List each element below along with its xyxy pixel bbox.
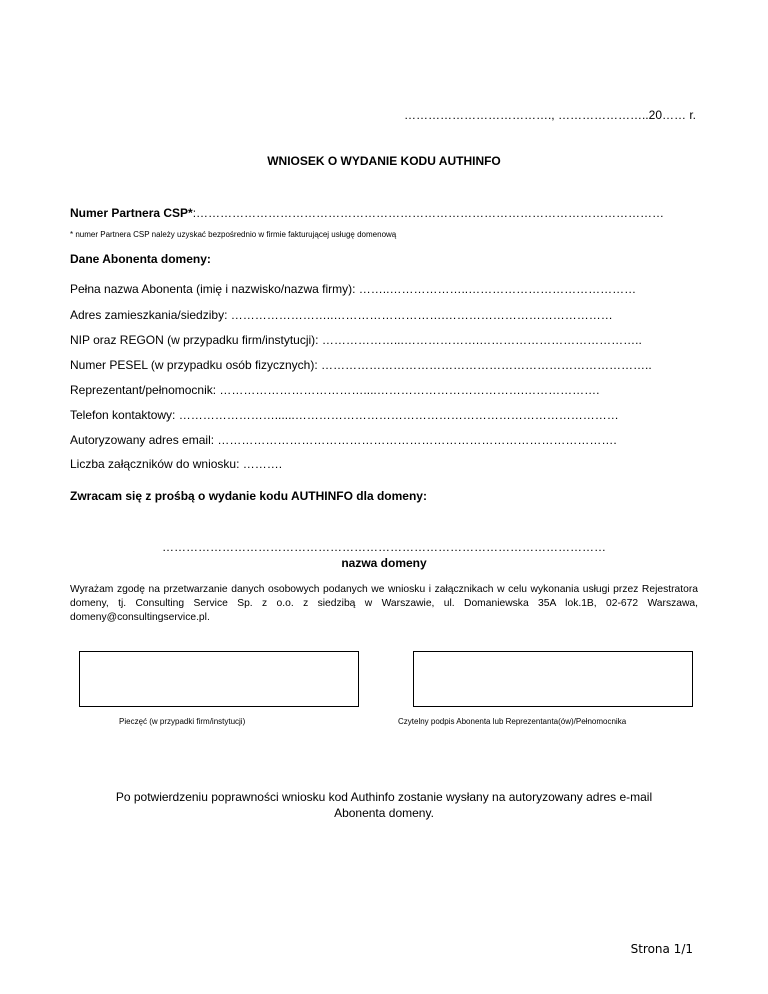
field-nip-regon: NIP oraz REGON (w przypadku firm/instytucji): ………………...……………….………………………………….. — [70, 333, 642, 347]
date-place-line: ………………………………., …………………..20…… r. — [403, 108, 696, 122]
field-pesel: Numer PESEL (w przypadku osób fizycznych): ……………………………………………………………………….. — [70, 358, 652, 372]
partner-footnote: * numer Partnera CSP należy uzyskać bezpośrednio w firmie fakturującej usługę domenową — [70, 230, 397, 239]
authinfo-request-text: Zwracam się z prośbą o wydanie kodu AUTHINFO dla domeny: — [70, 489, 427, 503]
stamp-caption: Pieczęć (w przypadki firm/instytucji) — [119, 717, 246, 726]
field-address: Adres zamieszkania/siedziby: ……………………..……………………….…………………………………… — [70, 308, 613, 322]
field-representative: Reprezentant/pełnomocnik: ………………………………....……………………………….………………. — [70, 383, 600, 397]
domain-name-label: nazwa domeny — [341, 556, 427, 570]
data-processing-consent: Wyrażam zgodę na przetwarzanie danych osobowych podanych we wniosku i załącznikach w celu wykonania usługi przez Rejestratora domeny, tj. Consulting Service Sp. z o.o. z siedzibą w Warszawie, ul. Domaniewska 35A lok.1B, 02-672 Warszawa, domeny@consultingservice.pl. — [70, 584, 698, 623]
subscriber-section-heading: Dane Abonenta domeny: — [70, 252, 211, 266]
field-phone: Telefon kontaktowy: ……………………......……………………………………………………………………… — [70, 408, 619, 422]
field-full-name: Pełna nazwa Abonenta (imię i nazwisko/nazwa firmy): ……..………………..…………………………………… — [70, 282, 637, 296]
signature-box — [413, 651, 693, 707]
partner-number-label: Numer Partnera CSP* — [70, 206, 193, 220]
signature-caption: Czytelny podpis Abonenta lub Reprezentanta(ów)/Pełnomocnika — [398, 717, 627, 726]
field-email: Autoryzowany adres email: ………………………………………………………………………………………. — [70, 433, 617, 447]
domain-name-dots: ………………………………………………………………………………………………… — [162, 540, 606, 554]
final-note — [0, 789, 768, 821]
partner-number-dots: :……………………………………………………………………………………………………… — [192, 206, 665, 220]
field-attachments-count: Liczba załączników do wniosku: ………. — [70, 457, 283, 471]
document-title: WNIOSEK O WYDANIE KODU AUTHINFO — [267, 154, 501, 168]
stamp-box — [79, 651, 359, 707]
final-note-line-2: Abonenta domeny. — [334, 806, 434, 820]
page-number: Strona 1/1 — [630, 942, 693, 956]
partner-number-field — [70, 206, 664, 220]
final-note-line-1: Po potwierdzeniu poprawności wniosku kod Authinfo zostanie wysłany na autoryzowany adres e-mail — [115, 790, 653, 804]
